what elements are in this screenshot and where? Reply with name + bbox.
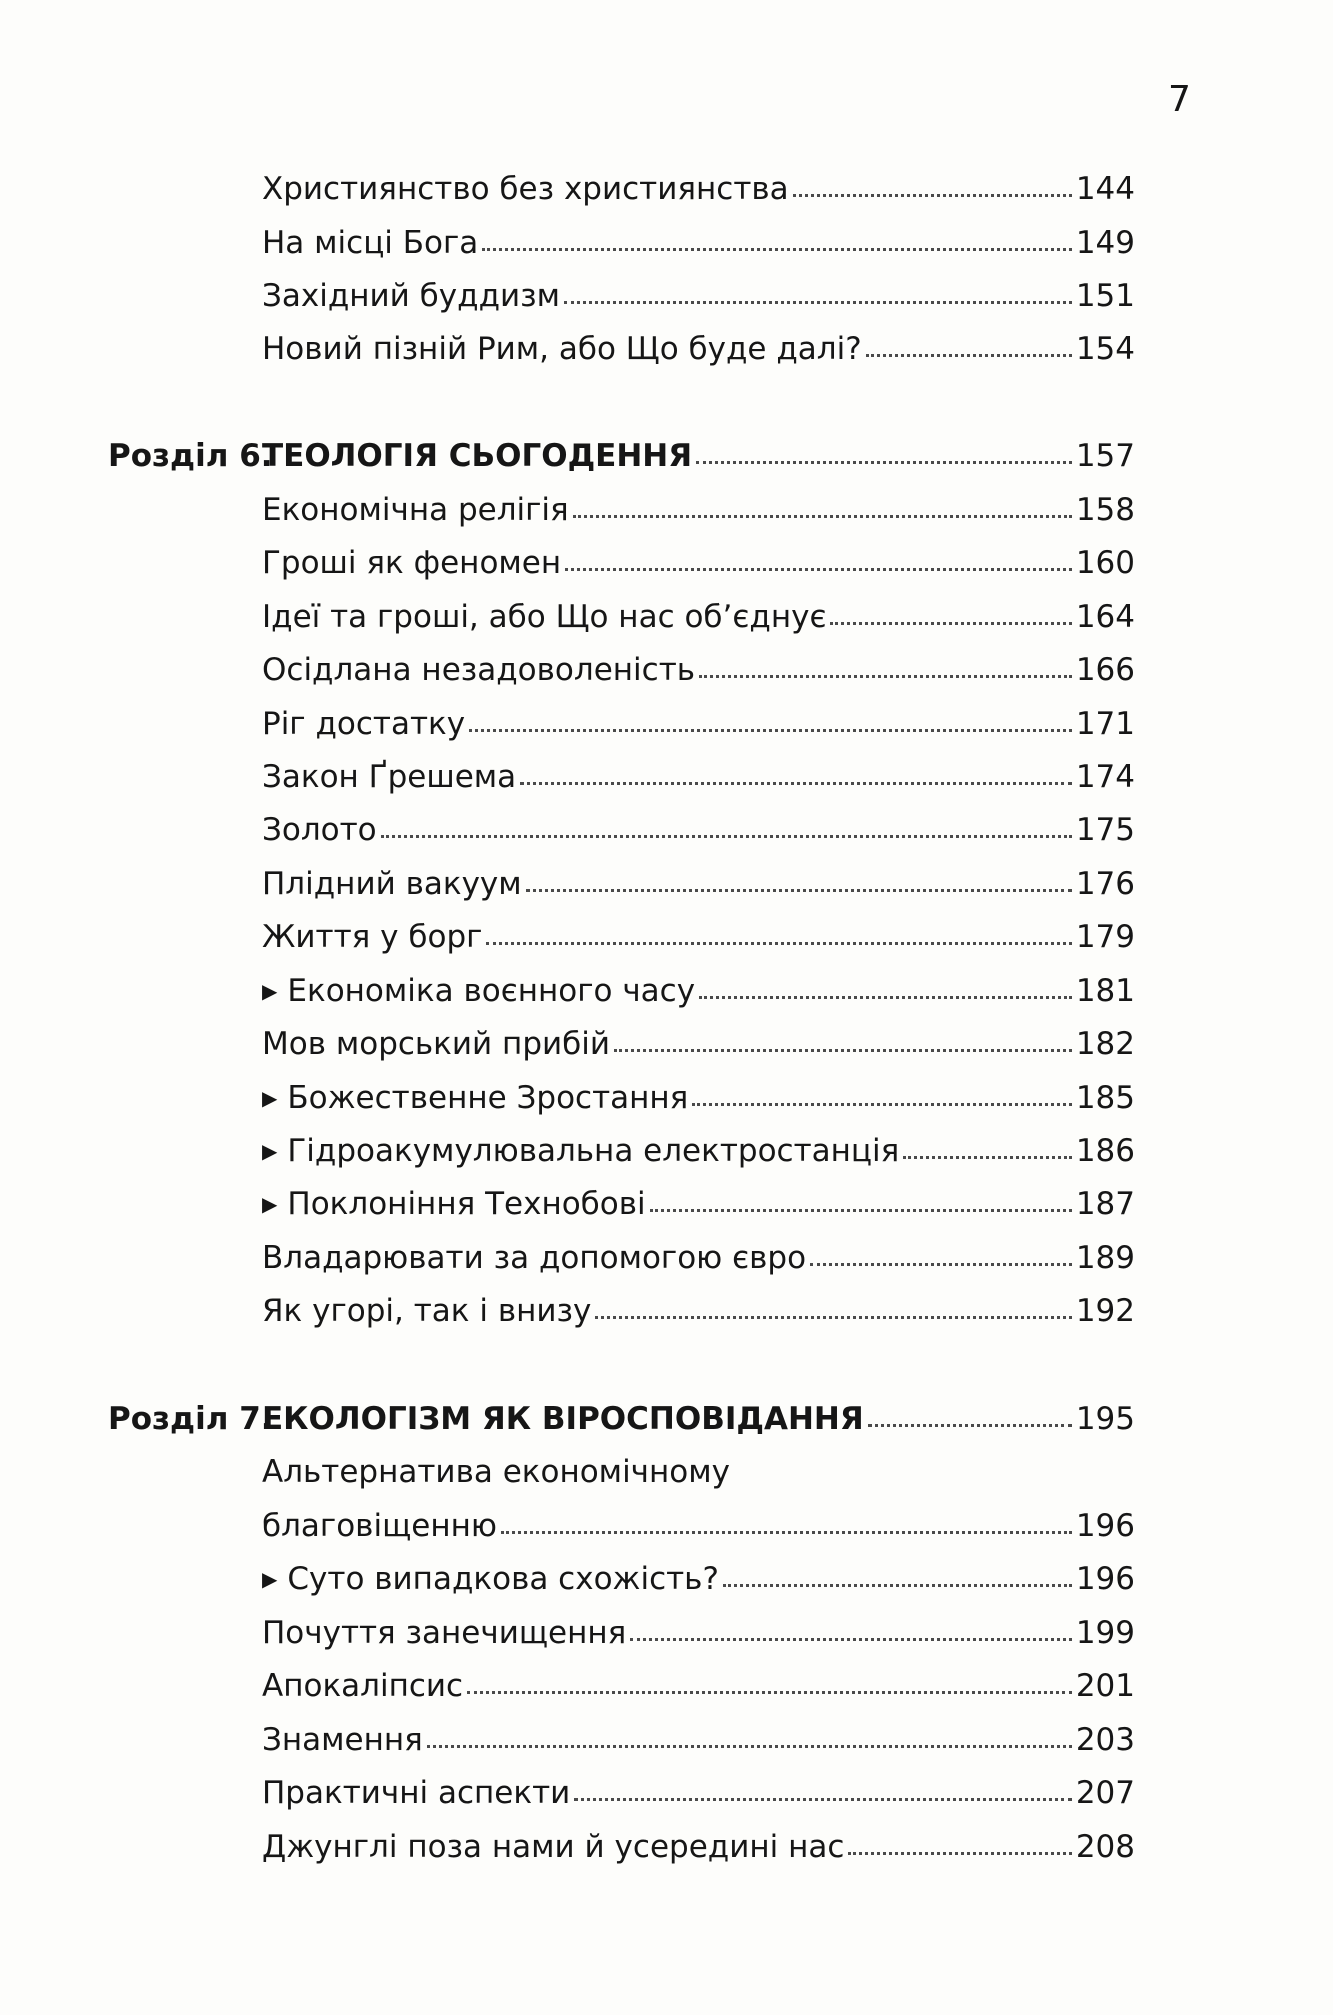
leader-dots <box>723 1584 1072 1587</box>
toc-entry-title: Владарювати за допомогою євро <box>262 1240 807 1276</box>
toc-entry <box>262 699 1135 749</box>
toc-entry-title: Християнство без християнства <box>262 171 789 207</box>
toc-entry-title: Альтернатива економічному <box>262 1454 730 1490</box>
leader-dots <box>793 194 1072 197</box>
toc-entry-title: Почуття занечищення <box>262 1615 627 1651</box>
toc-entry <box>262 485 1135 535</box>
toc-entry-page: 151 <box>1075 278 1135 314</box>
triangle-bullet-icon: ▶ <box>262 1086 278 1110</box>
toc-entry-title: Осідлана незадоволеність <box>262 652 696 688</box>
toc-entry <box>262 271 1135 321</box>
leader-dots <box>526 889 1072 892</box>
toc-entry-page: 164 <box>1075 599 1135 635</box>
leader-dots <box>469 729 1072 732</box>
toc-entry-page: 175 <box>1075 812 1135 848</box>
toc-chapter <box>108 1394 1135 1444</box>
toc-entry-first-line <box>262 1447 1135 1497</box>
toc-entry-title: Новий пізній Рим, або Що буде далі? <box>262 331 862 367</box>
toc-entry-page: 201 <box>1075 1668 1135 1704</box>
leader-dots <box>564 301 1072 304</box>
toc-entry-title: Західний буддизм <box>262 278 561 314</box>
toc-entry-title: Джунглі поза нами й усередині нас <box>262 1829 845 1865</box>
chapter-title: ТЕОЛОГІЯ СЬОГОДЕННЯ <box>262 438 693 474</box>
leader-dots <box>848 1852 1071 1855</box>
leader-dots <box>482 248 1072 251</box>
toc-entry-page: 157 <box>1075 438 1135 474</box>
toc-entry-page: 171 <box>1075 706 1135 742</box>
toc-entry-page: 192 <box>1075 1293 1135 1329</box>
toc-subentry <box>262 1126 1135 1176</box>
toc-entry-title: Економічна релігія <box>262 492 569 528</box>
leader-dots <box>830 622 1071 625</box>
leader-dots <box>574 1798 1072 1801</box>
triangle-bullet-icon: ▶ <box>262 1192 278 1216</box>
toc-entry-page: 185 <box>1075 1080 1135 1116</box>
toc-entry-title: Ріг достатку <box>262 706 466 742</box>
toc-entry-page: 196 <box>1075 1508 1135 1544</box>
leader-dots <box>650 1209 1072 1212</box>
leader-dots <box>630 1638 1072 1641</box>
toc-entry-title: Закон Ґрешема <box>262 759 517 795</box>
toc-entry-title: Апокаліпсис <box>262 1668 464 1704</box>
toc-entry-title: На місці Бога <box>262 225 479 261</box>
toc-entry-page: 176 <box>1075 866 1135 902</box>
leader-dots <box>467 1691 1072 1694</box>
triangle-bullet-icon: ▶ <box>262 1567 278 1591</box>
leader-dots <box>520 782 1072 785</box>
toc-subentry <box>262 966 1135 1016</box>
toc-entry <box>262 645 1135 695</box>
toc-entry <box>262 752 1135 802</box>
toc-entry-title: Практичні аспекти <box>262 1775 571 1811</box>
leader-dots <box>810 1263 1072 1266</box>
toc-entry-title: Золото <box>262 812 377 848</box>
toc-entry <box>262 912 1135 962</box>
toc-entry-page: 187 <box>1075 1186 1135 1222</box>
toc-entry-title: Життя у борг <box>262 919 483 955</box>
toc-entry-page: 195 <box>1075 1401 1135 1437</box>
toc-entry-title: Гроші як феномен <box>262 545 562 581</box>
leader-dots <box>427 1745 1072 1748</box>
toc-entry <box>262 1768 1135 1818</box>
leader-dots <box>595 1316 1071 1319</box>
toc-entry-page: 160 <box>1075 545 1135 581</box>
toc-entry <box>262 1608 1135 1658</box>
toc-entry <box>262 164 1135 214</box>
toc-entry-title: Знамення <box>262 1722 423 1758</box>
toc-entry <box>262 1233 1135 1283</box>
chapter-label: Розділ 6. <box>108 438 273 474</box>
toc-entry-page: 189 <box>1075 1240 1135 1276</box>
toc-entry <box>262 592 1135 642</box>
toc-entry-page: 203 <box>1075 1722 1135 1758</box>
chapter-title: ЕКОЛОГІЗМ ЯК ВІРОСПОВІДАННЯ <box>262 1401 864 1437</box>
leader-dots <box>868 1424 1072 1427</box>
toc-entry-page: 158 <box>1075 492 1135 528</box>
toc-entry-page: 181 <box>1075 973 1135 1009</box>
toc-entry-page: 182 <box>1075 1026 1135 1062</box>
toc-entry-title: Суто випадкова схожість? <box>287 1561 719 1597</box>
leader-dots <box>699 675 1072 678</box>
toc-entry-page: 186 <box>1075 1133 1135 1169</box>
toc-entry-page: 196 <box>1075 1561 1135 1597</box>
toc-chapter <box>108 431 1135 481</box>
toc-entry-page: 179 <box>1075 919 1135 955</box>
toc-entry <box>262 1286 1135 1336</box>
toc-entry-title: Поклоніння Технобові <box>287 1186 646 1222</box>
toc-entry-page: 208 <box>1075 1829 1135 1865</box>
toc-entry-title: Як угорі, так і внизу <box>262 1293 592 1329</box>
triangle-bullet-icon: ▶ <box>262 1139 278 1163</box>
leader-dots <box>381 835 1072 838</box>
toc-entry <box>262 1822 1135 1872</box>
toc-entry-title: Божественне Зростання <box>287 1080 689 1116</box>
chapter-label: Розділ 7. <box>108 1401 273 1437</box>
toc-entry-page: 174 <box>1075 759 1135 795</box>
toc-entry-page: 154 <box>1075 331 1135 367</box>
toc-entry <box>262 324 1135 374</box>
toc-subentry <box>262 1073 1135 1123</box>
toc-entry <box>262 1661 1135 1711</box>
toc-entry-title: Плідний вакуум <box>262 866 522 902</box>
leader-dots <box>486 942 1071 945</box>
toc-entry-page: 166 <box>1075 652 1135 688</box>
toc-entry <box>262 1501 1135 1551</box>
toc-entry <box>262 218 1135 268</box>
toc-entry <box>262 1715 1135 1765</box>
leader-dots <box>614 1049 1072 1052</box>
toc-entry-title: Економіка воєнного часу <box>287 973 696 1009</box>
toc-entry-title: Мов морський прибій <box>262 1026 611 1062</box>
toc-entry-page: 207 <box>1075 1775 1135 1811</box>
leader-dots <box>573 515 1072 518</box>
toc-entry <box>262 538 1135 588</box>
leader-dots <box>903 1156 1072 1159</box>
leader-dots <box>866 354 1072 357</box>
toc-subentry <box>262 1179 1135 1229</box>
page-number: 7 <box>1168 79 1191 120</box>
toc-entry-page: 144 <box>1075 171 1135 207</box>
leader-dots <box>699 996 1072 999</box>
leader-dots <box>696 461 1072 464</box>
leader-dots <box>565 568 1072 571</box>
toc-entry-title: Гідроакумулювальна електростанція <box>287 1133 900 1169</box>
toc-subentry <box>262 1554 1135 1604</box>
toc-entry-page: 199 <box>1075 1615 1135 1651</box>
leader-dots <box>501 1531 1072 1534</box>
leader-dots <box>692 1103 1071 1106</box>
triangle-bullet-icon: ▶ <box>262 979 278 1003</box>
toc-entry <box>262 859 1135 909</box>
toc-entry <box>262 1019 1135 1069</box>
toc-entry-page: 149 <box>1075 225 1135 261</box>
toc-entry-title: благовіщенню <box>262 1508 497 1544</box>
toc-entry <box>262 805 1135 855</box>
toc-entry-title: Ідеї та гроші, або Що нас об’єднує <box>262 599 827 635</box>
